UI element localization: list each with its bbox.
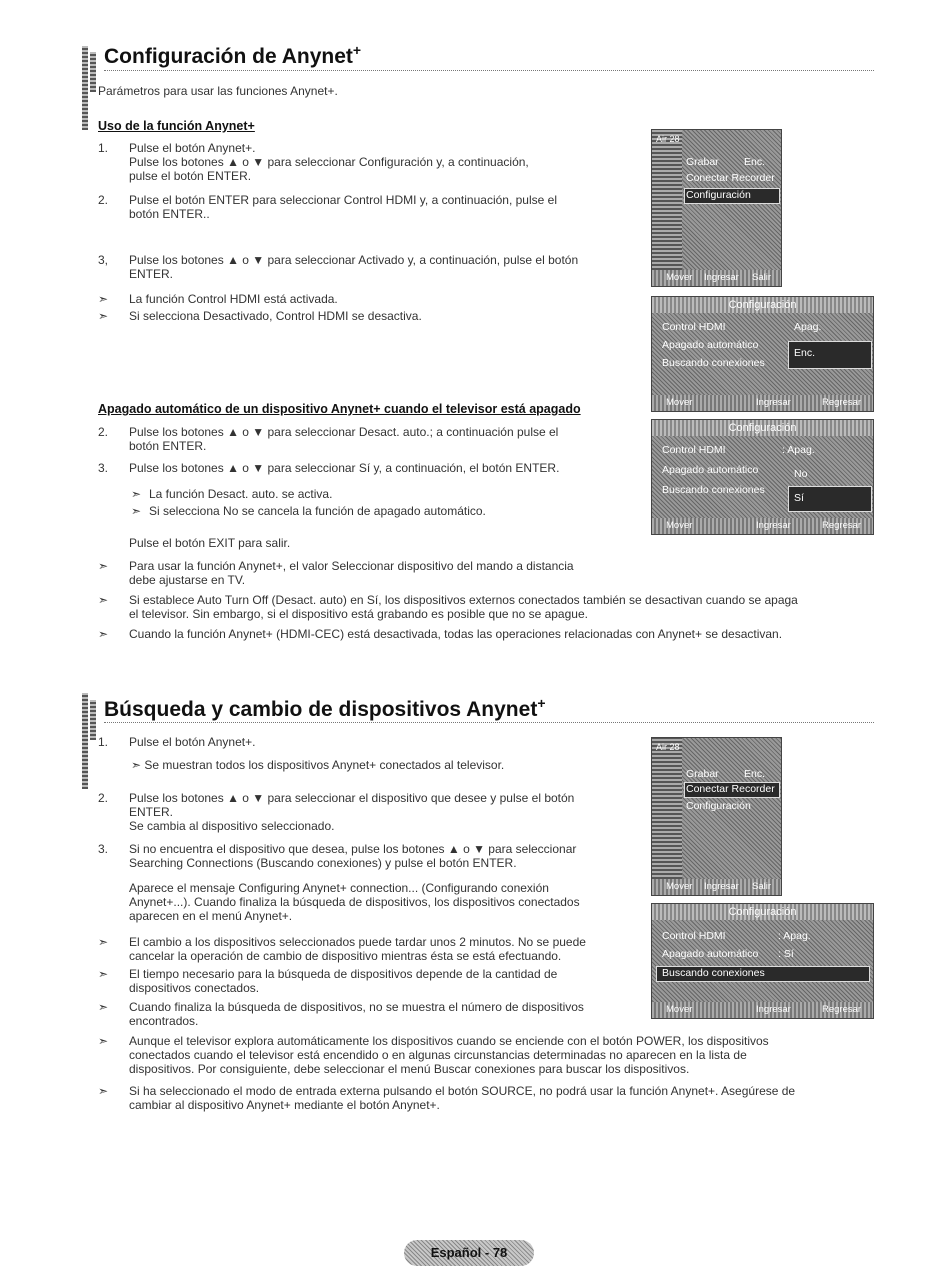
note-arrow-icon: ➣ [98,309,109,323]
step-line: ENTER. [129,267,174,281]
note-line: Cuando finaliza la búsqueda de dispositivos, no se muestra el número de dispositivos [129,1000,584,1014]
note-line: encontrados. [129,1014,199,1028]
step-number: 3. [98,461,109,475]
osd-row-grabar: Grabar [686,156,719,168]
step-number: 2. [98,193,109,207]
s2-note-4 [98,1034,888,1076]
step-line: Pulse el botón Anynet+. [129,141,256,155]
step-number: 3, [98,253,109,267]
section-title-configuracion [104,42,361,69]
osd-val-apag: : Apag. [778,930,811,942]
step-line: Pulse el botón ENTER para seleccionar Control HDMI y, a continuación, pulse el [129,193,557,207]
osd-sidebar [652,130,682,286]
step-line: Pulse los botones ▲ o ▼ para seleccionar Configuración y, a continuación, [129,155,529,169]
osd-row-buscando: Buscando conexiones [662,484,765,496]
title-sup: + [352,42,362,58]
note-arrow-icon: ➣ [131,487,142,501]
note-arrow-icon: ➣ [98,967,109,981]
osd-val-si: Sí [794,492,804,504]
osd-row-apagado: Apagado automático [662,464,759,476]
osd-row-buscando: Buscando conexiones [662,967,765,979]
step-line: ENTER. [129,805,174,819]
title-sup: + [537,695,546,711]
osd-channel: Air 28 [656,742,680,752]
title-text: Configuración de Anynet [104,45,353,68]
osd-foot-ingresar: Ingresar [756,1004,791,1015]
note-line: Si ha seleccionado el modo de entrada externa pulsando el botón SOURCE, no podrá usar la función Anynet+. Asegúrese de [129,1084,796,1098]
note-hdmi-off [98,309,618,323]
section-marker-1b [90,52,96,92]
title-text: Búsqueda y cambio de dispositivos Anynet [104,698,538,721]
section-marker-1 [82,46,88,130]
osd-footer [652,518,873,534]
note-line: Cuando la función Anynet+ (HDMI-CEC) está desactivada, todas las operaciones relacionadas con Anynet+ se desactivan. [129,627,783,641]
note-text: Si selecciona No se cancela la función de apagado automático. [149,504,486,518]
s2-step3-extra [129,881,649,923]
note-arrow-icon: ➣ [98,559,109,573]
note-line: el televisor. Sin embargo, si el dispositivo está grabando es posible que no se apague. [129,607,588,621]
osd-sidebar [652,738,682,895]
osd-foot-mover: Mover [666,1004,693,1015]
osd-row-apagado: Apagado automático [662,339,759,351]
note-text: La función Desact. auto. se activa. [149,487,333,501]
note-text: Si selecciona Desactivado, Control HDMI se desactiva. [129,309,422,323]
note-arrow-icon: ➣ [98,627,109,641]
osd-foot-regresar: Regresar [822,397,862,408]
osd-val-enc: Enc. [794,347,816,359]
osd-val-grabar: Enc. [744,768,766,780]
note-line: cancelar la operación de cambio de dispositivo mientras ésta se está efectuando. [129,949,562,963]
osd-val-si: : Sí [778,948,794,960]
osd-row-grabar: Grabar [686,768,719,780]
step-number: 3. [98,842,109,856]
s2-note-1 [98,935,638,963]
osd-val-apag: : Apag. [782,444,815,456]
note-select-device [98,559,878,587]
s2-note-2 [98,967,638,995]
s2-step-1 [98,735,638,749]
osd-title: Configuración [652,904,873,920]
page-number: Español - 78 [404,1240,534,1266]
extra-line: Aparece el mensaje Configuring Anynet+ connection... (Configurando conexión [129,881,549,895]
osd-foot-salir: Salir [752,881,772,892]
osd-anynet-menu-1 [651,129,782,287]
osd-footer [652,879,781,895]
osd-anynet-menu-4 [651,737,782,896]
osd-foot-ingresar: Ingresar [704,881,739,892]
s2-step-2 [98,791,638,833]
osd-val-apag: Apag. [794,321,822,333]
step-line: botón ENTER. [129,439,207,453]
section-rule-2 [104,722,874,723]
section-title-busqueda [104,695,546,722]
note-line: Para usar la función Anynet+, el valor Seleccionar dispositivo del mando a distancia [129,559,574,573]
note-hdmi-cec [98,627,888,641]
s2-step-3 [98,842,638,870]
subheading-uso-funcion: Uso de la función Anynet+ [98,119,255,133]
osd-foot-ingresar: Ingresar [756,520,791,531]
section-rule-1 [104,70,874,71]
note-text: La función Control HDMI está activada. [129,292,338,306]
step-line: Searching Connections (Buscando conexiones) y pulse el botón ENTER. [129,856,517,870]
osd-foot-mover: Mover [666,881,693,892]
step-3 [98,253,638,281]
osd-foot-mover: Mover [666,272,693,283]
note-arrow-icon: ➣ [98,292,109,306]
note-line: Si establece Auto Turn Off (Desact. auto) en Sí, los dispositivos externos conectados también se desactivan cuando se apaga [129,593,798,607]
osd-row-apagado: Apagado automático [662,948,759,960]
note-line: dispositivos. Por consiguiente, debe seleccionar el menú Buscar conexiones para buscar los dispositivos. [129,1062,690,1076]
step-line: botón ENTER.. [129,207,210,221]
osd-config-menu-5 [651,903,874,1019]
step-line: Pulse los botones ▲ o ▼ para seleccionar Desact. auto.; a continuación pulse el [129,425,559,439]
osd-foot-mover: Mover [666,397,693,408]
osd-row-control-hdmi: Control HDMI [662,321,726,333]
step-line: Se cambia al dispositivo seleccionado. [129,819,335,833]
note-hdmi-on [98,292,618,306]
step-number: 1. [98,735,109,749]
subnote-desact-cancel [131,504,631,518]
osd-row-buscando: Buscando conexiones [662,357,765,369]
note-arrow-icon: ➣ [98,593,109,607]
note-line: debe ajustarse en TV. [129,573,246,587]
step-number: 1. [98,141,109,155]
note-arrow-icon: ➣ [131,504,142,518]
extra-line: aparecen en el menú Anynet+. [129,909,293,923]
osd-title: Configuración [652,420,873,436]
s2-step1-note: ➣ Se muestran todos los dispositivos Anynet+ conectados al televisor. [131,758,505,772]
step2-2 [98,425,638,453]
osd-val-grabar: Enc. [744,156,766,168]
note-line: El tiempo necesario para la búsqueda de dispositivos depende de la cantidad de [129,967,558,981]
step-line: Pulse el botón Anynet+. [129,735,256,749]
osd-config-menu-3 [651,419,874,535]
note-line: Aunque el televisor explora automáticamente los dispositivos cuando se enciende con el botón POWER, los dispositivos [129,1034,769,1048]
subnote-desact-on [131,487,631,501]
osd-row-recorder: Conectar Recorder [686,783,775,795]
osd-row-configuracion: Configuración [686,800,751,812]
subheading-apagado-automatico: Apagado automático de un dispositivo Anynet+ cuando el televisor está apagado [98,402,581,416]
note-arrow-icon: ➣ [98,935,109,949]
step-line: Pulse los botones ▲ o ▼ para seleccionar el dispositivo que desee y pulse el botón [129,791,575,805]
note-line: El cambio a los dispositivos seleccionados puede tardar unos 2 minutos. No se puede [129,935,586,949]
section-marker-2 [82,693,88,789]
section-marker-2b [90,700,96,740]
osd-footer [652,1002,873,1018]
osd-foot-regresar: Regresar [822,1004,862,1015]
s2-note-5 [98,1084,888,1112]
extra-line: Anynet+...). Cuando finaliza la búsqueda de dispositivos, los dispositivos conectados [129,895,580,909]
note-arrow-icon: ➣ [98,1084,109,1098]
osd-config-menu-2 [651,296,874,412]
s2-note-3 [98,1000,638,1028]
step2-3 [98,461,638,475]
note-arrow-icon: ➣ [98,1034,109,1048]
osd-foot-salir: Salir [752,272,772,283]
note-line: conectados cuando el televisor está encendido o en algunas circunstancias determinadas no aparecen en la lista de [129,1048,747,1062]
step-line: pulse el botón ENTER. [129,169,252,183]
exit-line: Pulse el botón EXIT para salir. [129,536,291,550]
osd-title: Configuración [652,297,873,313]
osd-footer [652,395,873,411]
note-auto-turn-off [98,593,888,621]
osd-channel: Air 28 [656,134,680,144]
osd-row-recorder: Conectar Recorder [686,172,775,184]
osd-val-no: No [794,468,808,480]
note-arrow-icon: ➣ [98,1000,109,1014]
step-line: Pulse los botones ▲ o ▼ para seleccionar Sí y, a continuación, el botón ENTER. [129,461,560,475]
note-line: cambiar al dispositivo Anynet+ mediante el botón Anynet+. [129,1098,440,1112]
osd-row-control-hdmi: Control HDMI [662,930,726,942]
osd-foot-mover: Mover [666,520,693,531]
osd-row-configuracion: Configuración [686,189,751,201]
osd-footer [652,270,781,286]
osd-foot-ingresar: Ingresar [756,397,791,408]
osd-row-control-hdmi: Control HDMI [662,444,726,456]
step-number: 2. [98,425,109,439]
osd-foot-regresar: Regresar [822,520,862,531]
step-line: Si no encuentra el dispositivo que desea, pulse los botones ▲ o ▼ para seleccionar [129,842,577,856]
step-line: Pulse los botones ▲ o ▼ para seleccionar Activado y, a continuación, pulse el botón [129,253,579,267]
step-2 [98,193,638,221]
note-line: dispositivos conectados. [129,981,260,995]
step-1 [98,141,638,183]
step-number: 2. [98,791,109,805]
osd-foot-ingresar: Ingresar [704,272,739,283]
section-intro: Parámetros para usar las funciones Anynet+. [98,84,338,98]
